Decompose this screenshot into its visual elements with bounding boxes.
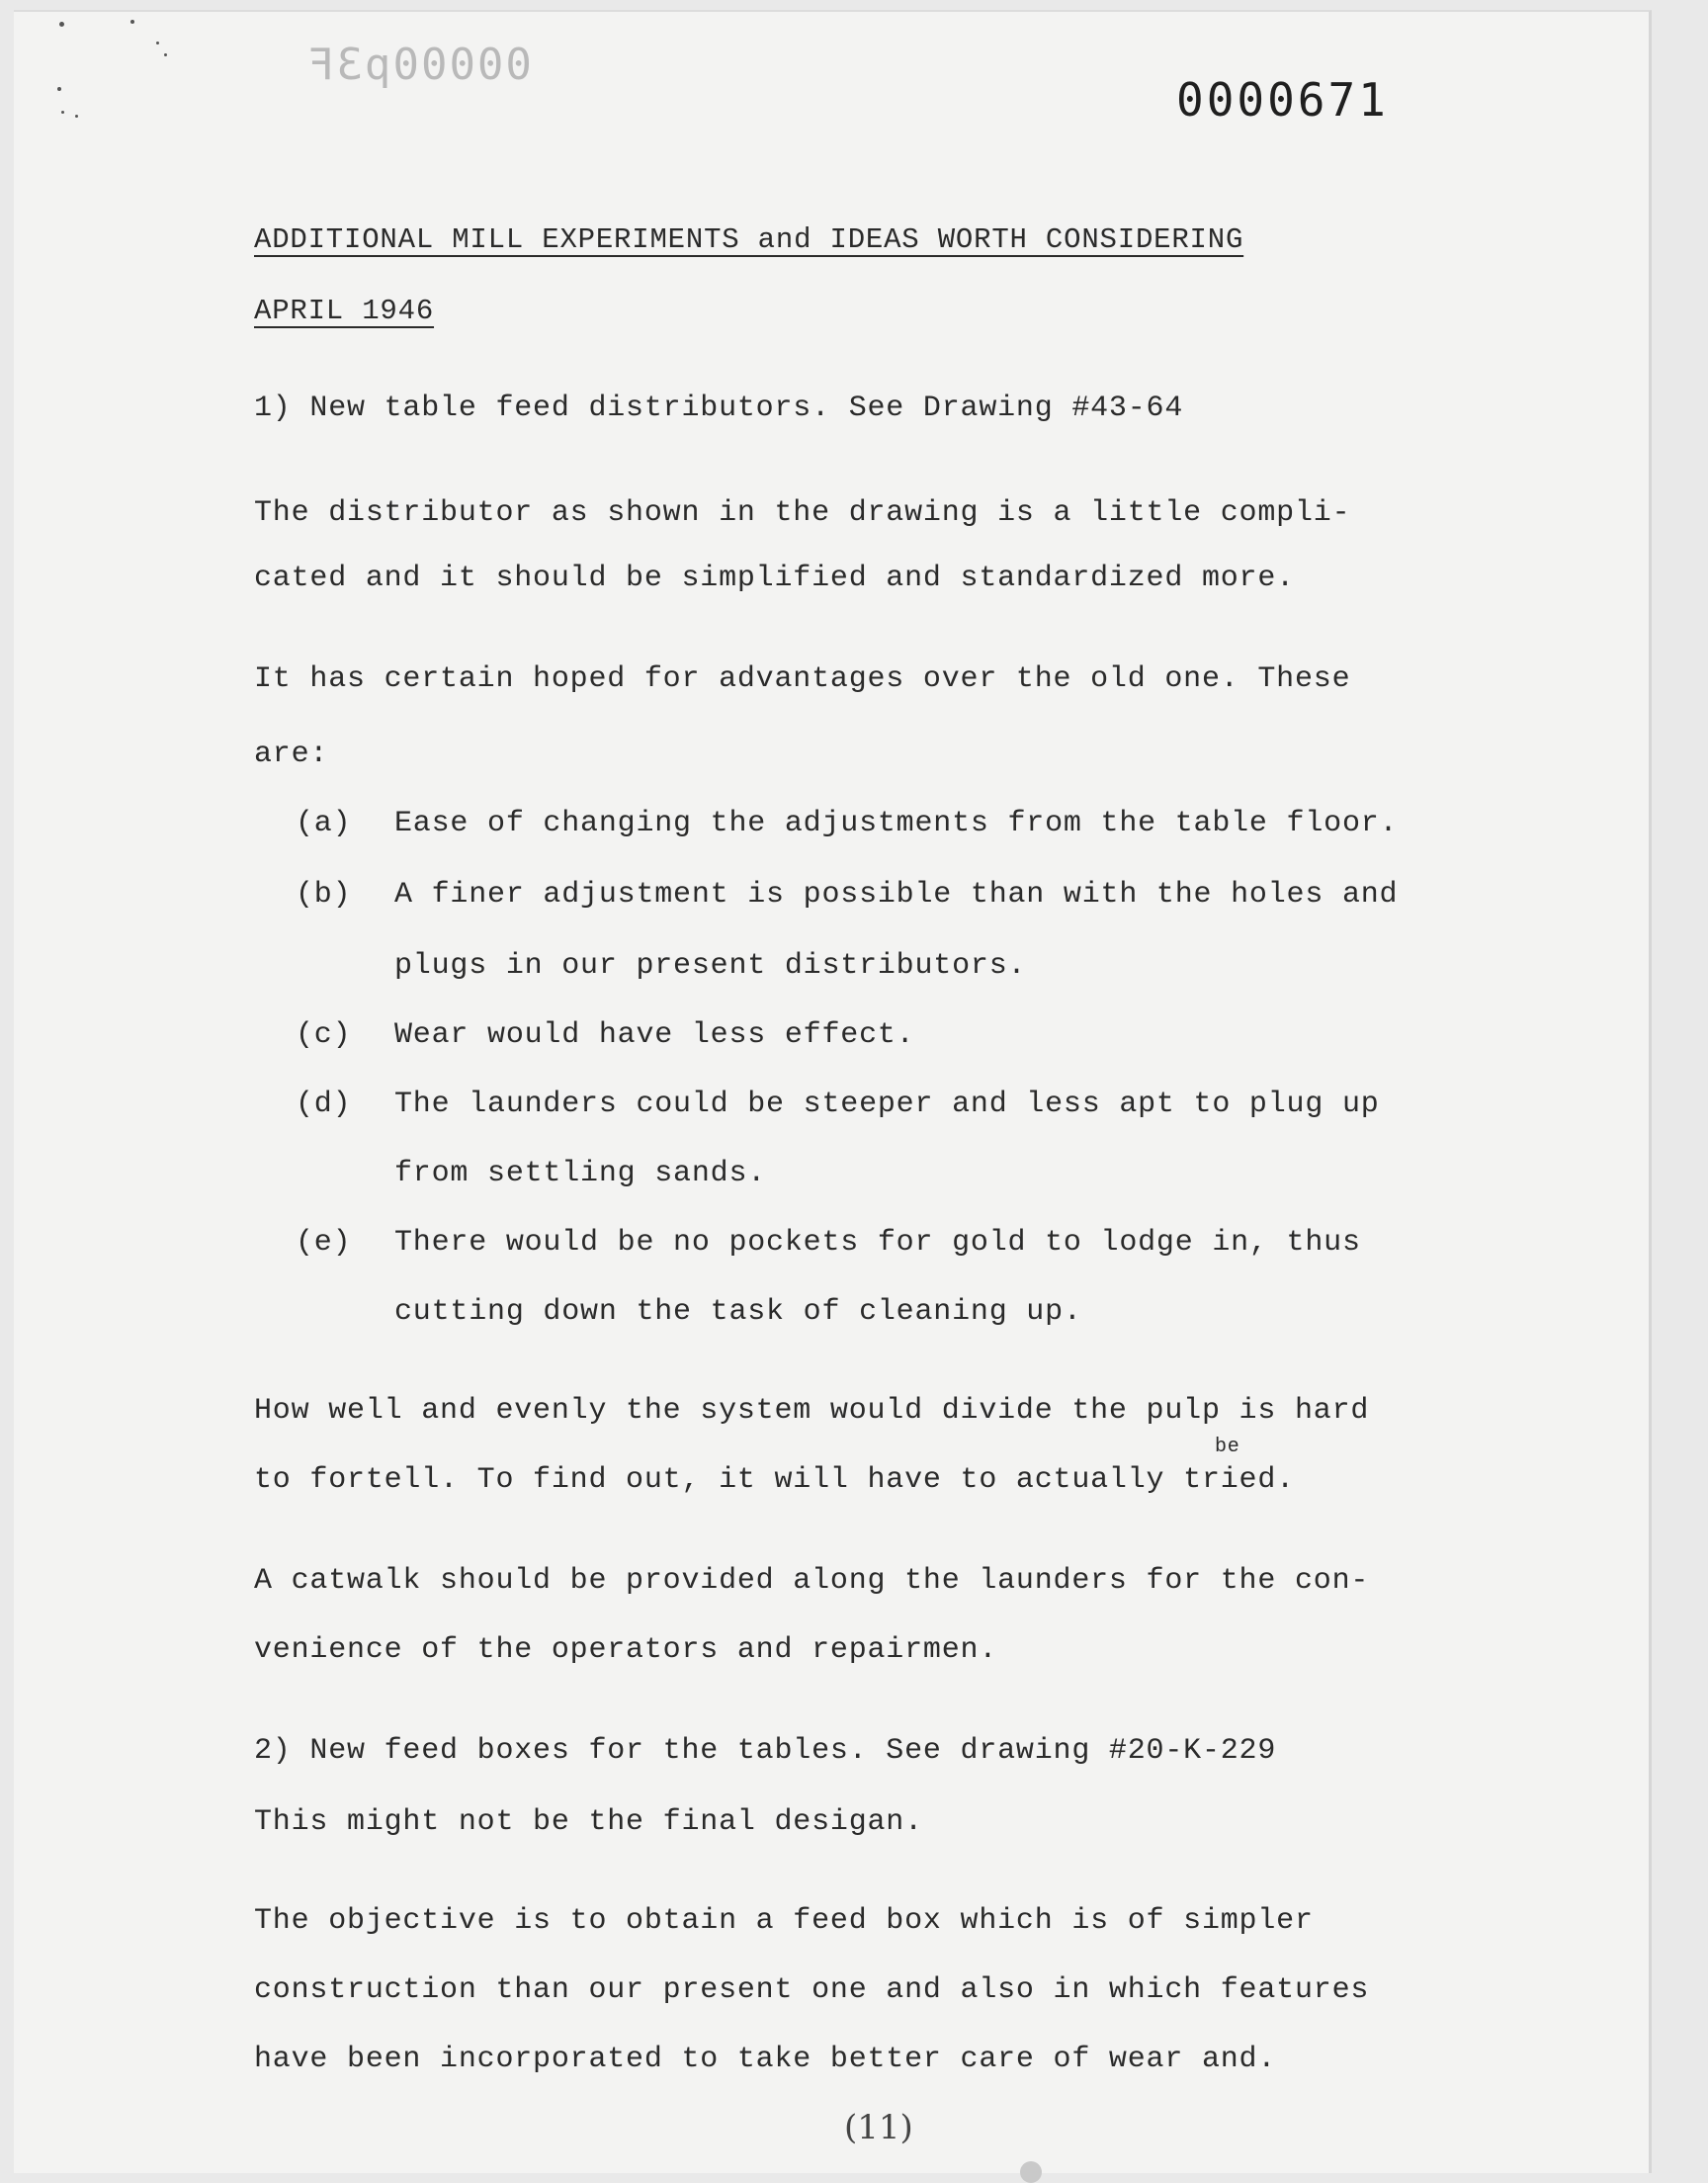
document-number-stamp: 0000671 xyxy=(1176,73,1389,127)
list-item-text: plugs in our present distributors. xyxy=(394,949,1027,983)
list-item-text: There would be no pockets for gold to lodge in, thus xyxy=(394,1226,1361,1260)
handwritten-insertion: be xyxy=(1215,1436,1240,1458)
list-item-text: Ease of changing the adjustments from the table floor. xyxy=(394,807,1399,840)
faded-stamp-number: 00000p3F xyxy=(306,40,532,90)
paragraph-line: venience of the operators and repairmen. xyxy=(254,1633,998,1667)
list-item-label: (c) xyxy=(296,1018,352,1052)
scan-specks xyxy=(53,20,202,129)
paragraph-line: construction than our present one and also in which features xyxy=(254,1973,1370,2007)
list-item-label: (e) xyxy=(296,1226,352,1260)
paragraph-line: How well and evenly the system would divide the pulp is hard xyxy=(254,1394,1370,1428)
section2-heading: 2) New feed boxes for the tables. See drawing #20-K-229 xyxy=(254,1734,1277,1768)
paragraph-line: The objective is to obtain a feed box which is of simpler xyxy=(254,1904,1314,1938)
paragraph-line: It has certain hoped for advantages over the old one. These xyxy=(254,662,1351,696)
paragraph-line: are: xyxy=(254,738,329,771)
section1-heading: 1) New table feed distributors. See Drawing #43-64 xyxy=(254,392,1184,425)
page-number: (11) xyxy=(844,2108,913,2147)
list-item-text: A finer adjustment is possible than with the holes and xyxy=(394,878,1399,912)
list-item-text: cutting down the task of cleaning up. xyxy=(394,1295,1082,1329)
paragraph-line: to fortell. To find out, it will have to actually tried. xyxy=(254,1463,1295,1497)
document-date: APRIL 1946 xyxy=(254,295,435,327)
list-item-label: (b) xyxy=(296,878,352,912)
scan-smudge xyxy=(1020,2161,1042,2183)
paragraph-line: The distributor as shown in the drawing is a little compli- xyxy=(254,496,1351,530)
paragraph-line: have been incorporated to take better care of wear and. xyxy=(254,2043,1277,2076)
document-title: ADDITIONAL MILL EXPERIMENTS and IDEAS WORTH CONSIDERING xyxy=(254,223,1244,256)
paragraph-line: cated and it should be simplified and standardized more. xyxy=(254,562,1295,595)
list-item-label: (d) xyxy=(296,1088,352,1121)
list-item-text: from settling sands. xyxy=(394,1157,767,1190)
list-item-text: The launders could be steeper and less apt to plug up xyxy=(394,1088,1380,1121)
paragraph-line: A catwalk should be provided along the launders for the con- xyxy=(254,1564,1370,1598)
document-page xyxy=(14,10,1652,2173)
list-item-text: Wear would have less effect. xyxy=(394,1018,915,1052)
paragraph-line: This might not be the final desigan. xyxy=(254,1805,923,1839)
list-item-label: (a) xyxy=(296,807,352,840)
